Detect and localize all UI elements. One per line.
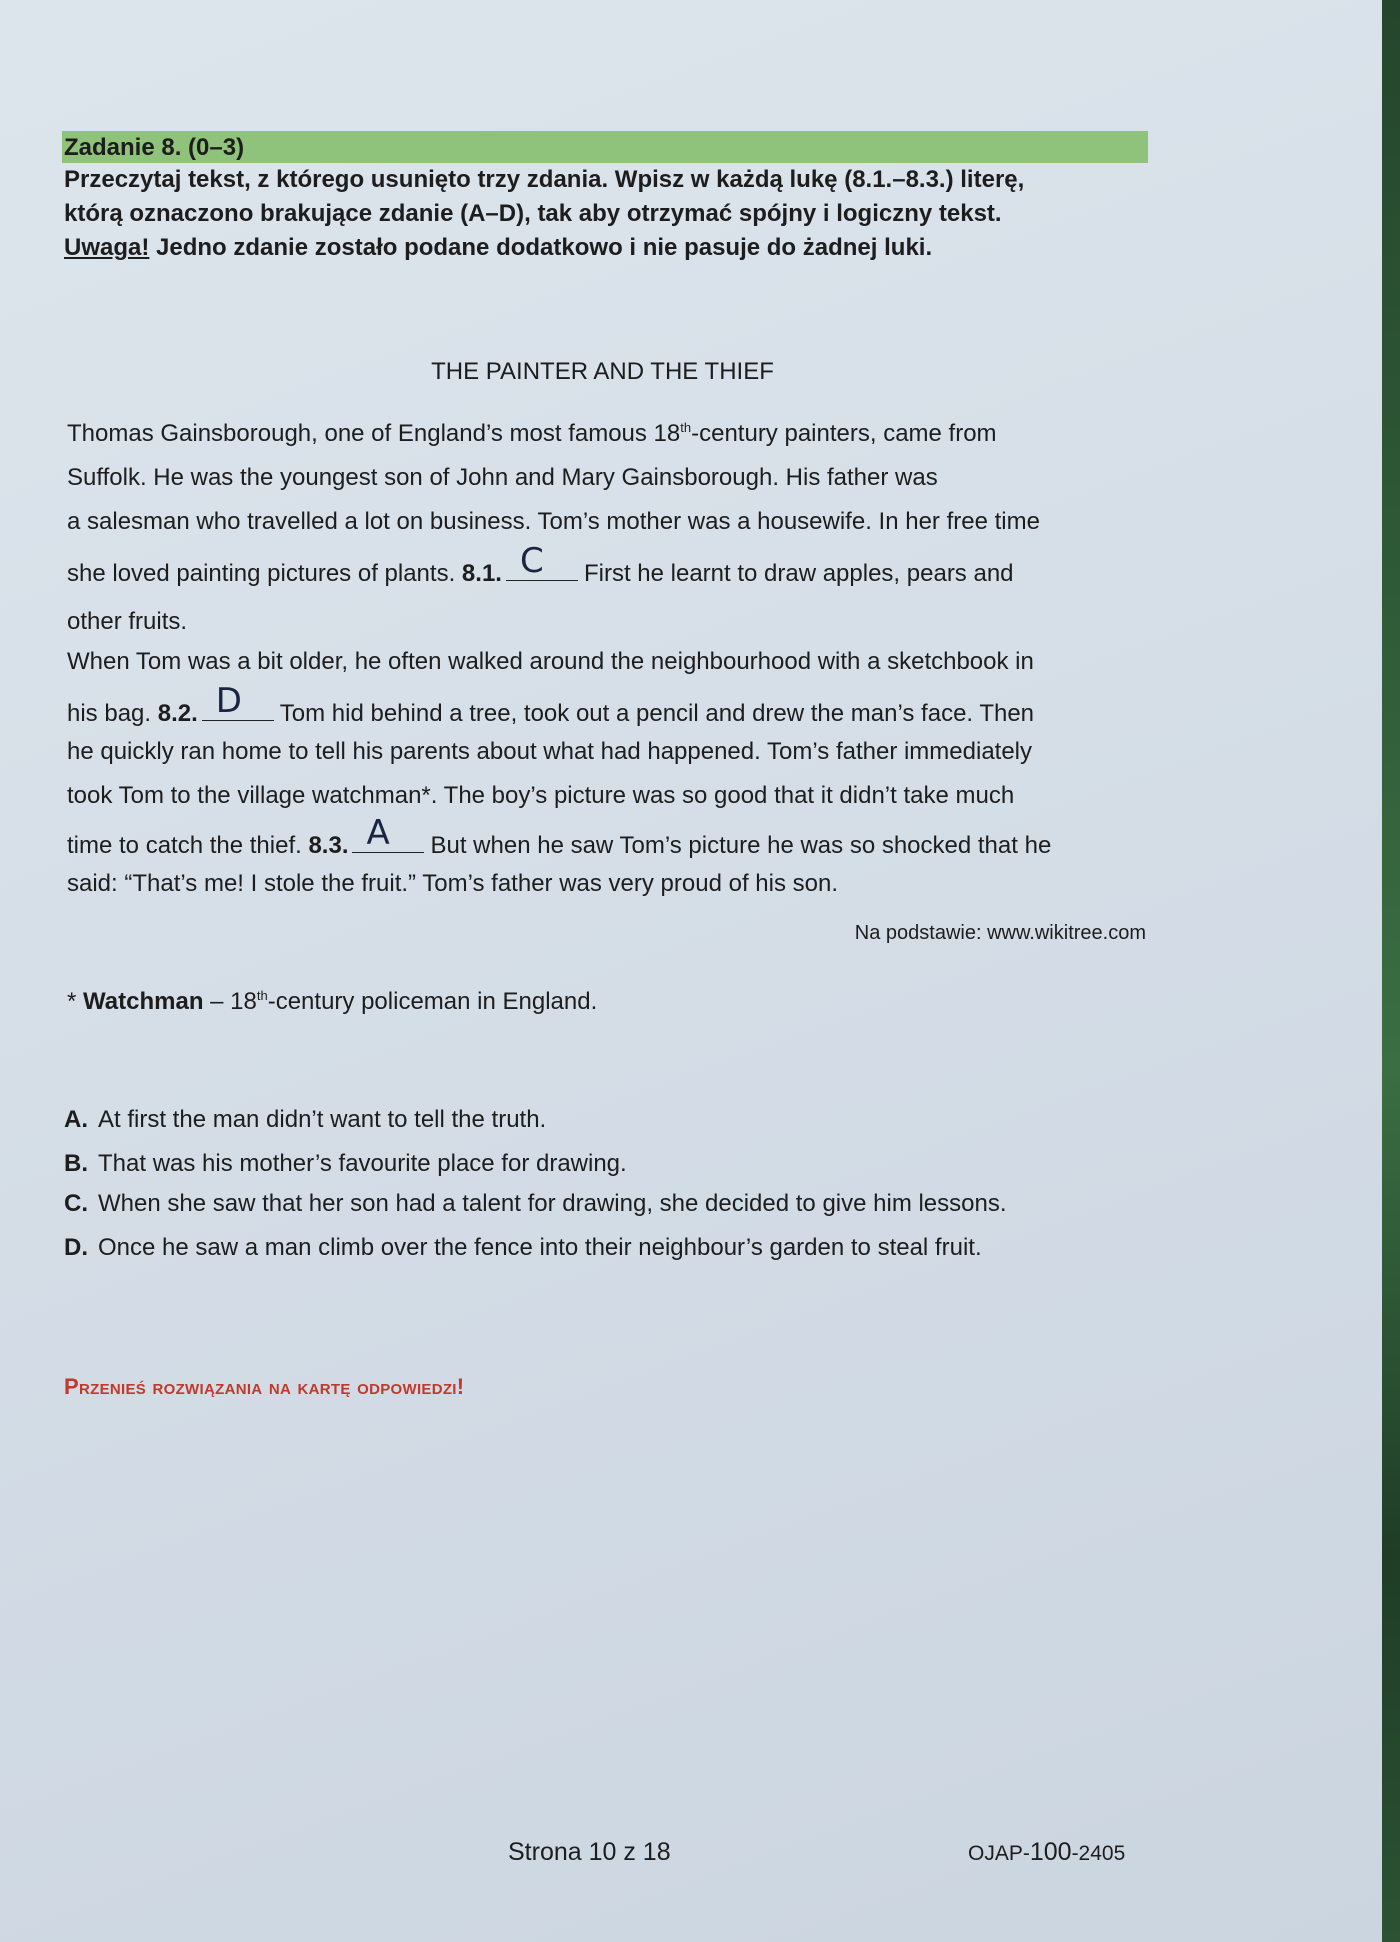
text-segment: -century painters, came from xyxy=(691,420,997,447)
source-note: Na podstawie: www.wikitree.com xyxy=(854,922,1146,944)
transfer-answers-note: Przenieś rozwiązania na kartę odpowiedzi! xyxy=(64,1374,465,1399)
answer-gap-8-3[interactable] xyxy=(352,813,424,853)
text-segment: First he learnt to draw apples, pears and xyxy=(583,560,1014,587)
story-line-4 xyxy=(67,541,1014,588)
story-line-10 xyxy=(67,813,1052,860)
answer-gap-8-2[interactable] xyxy=(202,681,274,721)
option-b xyxy=(64,1150,627,1178)
text-segment: -century policeman in England. xyxy=(267,988,598,1015)
option-letter: A. xyxy=(64,1106,88,1133)
option-a xyxy=(64,1106,546,1134)
option-text: That was his mother’s favourite place for drawing. xyxy=(98,1150,627,1177)
story-line-2: Suffolk. He was the youngest son of John and Mary Gainsborough. His father was xyxy=(67,464,938,491)
story-line-7 xyxy=(67,681,1035,728)
story-line-5: other fruits. xyxy=(67,608,188,635)
option-c xyxy=(64,1190,1007,1218)
text-segment: OJAP- xyxy=(968,1842,1030,1865)
text-segment: Thomas Gainsborough, one of England’s most famous 18 xyxy=(67,420,681,447)
footnote-term: Watchman xyxy=(83,988,204,1015)
story-line-3: a salesman who travelled a lot on business. Tom’s mother was a housewife. In her free time xyxy=(67,508,1040,535)
option-text: At first the man didn’t want to tell the truth. xyxy=(98,1106,547,1133)
text-segment: she loved painting pictures of plants. xyxy=(67,560,462,587)
page-number: Strona 10 z 18 xyxy=(508,1838,671,1866)
handwritten-answer-8-1: C xyxy=(519,541,544,581)
story-line-11: said: “That’s me! I stole the fruit.” Tom’s father was very proud of his son. xyxy=(67,870,838,897)
story-line-8: he quickly ran home to tell his parents about what had happened. Tom’s father immediately xyxy=(67,738,1033,765)
task-title: Zadanie 8. (0–3) xyxy=(64,134,245,161)
story-title: THE PAINTER AND THE THIEF xyxy=(431,358,774,385)
text-segment: 100 xyxy=(1029,1838,1072,1866)
text-segment: -2405 xyxy=(1071,1842,1126,1865)
note-label: Uwaga! xyxy=(64,234,150,261)
background-plant xyxy=(1382,0,1400,1942)
superscript: th xyxy=(256,988,268,1003)
text-segment: his bag. xyxy=(67,700,158,727)
option-d xyxy=(64,1234,982,1262)
story-line-9: took Tom to the village watchman*. The boy’s picture was so good that it didn’t take much xyxy=(67,782,1015,809)
text-segment: But when he saw Tom’s picture he was so shocked that he xyxy=(430,832,1052,859)
gap-label-8-3: 8.3. xyxy=(308,832,349,859)
handwritten-answer-8-2: D xyxy=(215,681,242,721)
story-line-1 xyxy=(67,420,997,448)
instruction-line-2: którą oznaczono brakujące zdanie (A–D), tak aby otrzymać spójny i logiczny tekst. xyxy=(64,200,1002,227)
text-segment: Tom hid behind a tree, took out a pencil and drew the man’s face. Then xyxy=(279,700,1035,727)
handwritten-answer-8-3: A xyxy=(366,813,390,853)
gap-label-8-2: 8.2. xyxy=(157,700,198,727)
text-segment: – 18 xyxy=(203,988,257,1015)
footnote xyxy=(67,988,597,1016)
footnote-star: * xyxy=(67,988,84,1015)
story-line-6: When Tom was a bit older, he often walked around the neighbourhood with a sketchbook in xyxy=(67,648,1034,675)
option-text: Once he saw a man climb over the fence into their neighbour’s garden to steal fruit. xyxy=(98,1234,982,1261)
note-text: Jedno zdanie zostało podane dodatkowo i nie pasuje do żadnej luki. xyxy=(149,234,933,261)
instruction-note xyxy=(64,234,932,262)
answer-gap-8-1[interactable] xyxy=(506,541,578,581)
instruction-line-1: Przeczytaj tekst, z którego usunięto trzy zdania. Wpisz w każdą lukę (8.1.–8.3.) literę, xyxy=(64,166,1025,193)
option-letter: D. xyxy=(64,1234,88,1261)
superscript: th xyxy=(680,420,692,435)
text-segment: time to catch the thief. xyxy=(67,832,309,859)
gap-label-8-1: 8.1. xyxy=(461,560,502,587)
option-letter: B. xyxy=(64,1150,88,1177)
option-letter: C. xyxy=(64,1190,88,1217)
exam-code xyxy=(968,1838,1125,1867)
option-text: When she saw that her son had a talent for drawing, she decided to give him lessons. xyxy=(98,1190,1007,1217)
